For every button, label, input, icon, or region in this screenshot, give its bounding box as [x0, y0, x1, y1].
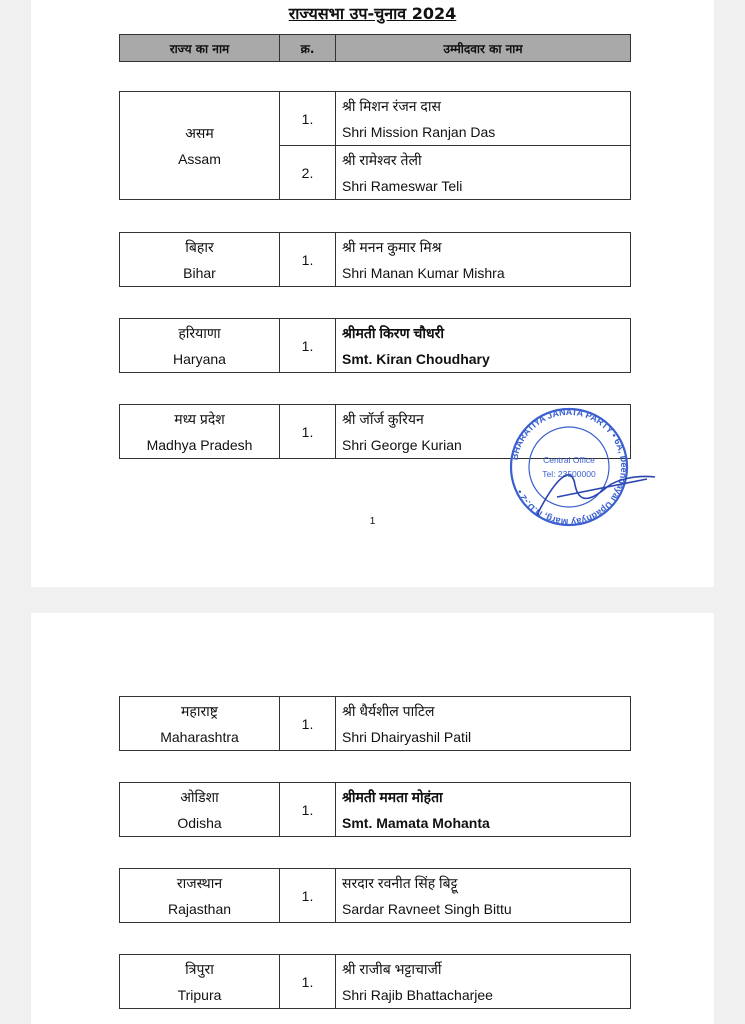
candidate-cell: [336, 869, 631, 923]
page-title: राज्यसभा उप-चुनाव 2024: [288, 4, 457, 23]
seal-outer-text: BHARATIYA JANATA PARTY • 6A, Deendayal Upadhyay Marg, N.D.-2 •: [509, 406, 630, 528]
state-name-cell: [120, 233, 280, 287]
candidate-name-english: Shri George Kurian: [342, 436, 462, 453]
candidate-name-hindi: श्री जॉर्ज कुरियन: [342, 410, 424, 427]
state-name-hindi: असम: [185, 124, 214, 141]
table-header: [119, 34, 631, 62]
candidate-name-english: Shri Dhairyashil Patil: [342, 728, 472, 745]
candidate-cell: [336, 955, 631, 1009]
state-name-english: Haryana: [173, 350, 226, 367]
serial-number: 1.: [280, 869, 336, 923]
state-name-hindi: मध्य प्रदेश: [174, 410, 225, 427]
candidate-cell: [336, 783, 631, 837]
header-candidate-name: उम्मीदवार का नाम: [336, 35, 631, 62]
party-seal-stamp: [497, 405, 657, 530]
serial-number: 1.: [280, 783, 336, 837]
state-group-tripura: [119, 954, 631, 1009]
state-name-hindi: राजस्थान: [176, 874, 223, 891]
state-name-cell: [120, 869, 280, 923]
candidate-name-hindi: श्री मिशन रंजन दास: [342, 97, 441, 114]
state-name-english: Assam: [178, 150, 221, 167]
serial-number: 2.: [280, 146, 336, 200]
candidate-name-english: Shri Rajib Bhattacharjee: [342, 986, 493, 1003]
candidate-name-hindi: श्री धैर्यशील पाटिल: [342, 702, 435, 719]
candidate-name-hindi: श्रीमती किरण चौधरी: [342, 324, 444, 341]
candidate-cell: [336, 233, 631, 287]
serial-number: 1.: [280, 92, 336, 146]
state-group-haryana: [119, 318, 631, 373]
state-name-hindi: महाराष्ट्र: [181, 702, 218, 719]
state-group-maharashtra: [119, 696, 631, 751]
candidate-name-english: Shri Rameswar Teli: [342, 177, 463, 194]
state-name-english: Madhya Pradesh: [146, 436, 253, 453]
state-name-cell: [120, 955, 280, 1009]
candidate-name-hindi: श्री राजीब भट्टाचार्जी: [342, 960, 442, 977]
candidate-name-english: Smt. Mamata Mohanta: [342, 814, 490, 831]
state-name-hindi: त्रिपुरा: [185, 960, 214, 977]
state-name-english: Bihar: [183, 264, 216, 281]
candidate-name-english: Smt. Kiran Choudhary: [342, 350, 490, 367]
document-page-1: [31, 0, 714, 587]
state-name-cell: [120, 697, 280, 751]
page-number: 1: [369, 516, 376, 527]
state-group-rajasthan: [119, 868, 631, 923]
candidate-name-hindi: श्रीमती ममता मोहंता: [342, 788, 443, 805]
state-name-english: Maharashtra: [160, 728, 239, 745]
candidate-name-english: Shri Manan Kumar Mishra: [342, 264, 505, 281]
state-name-cell: [120, 319, 280, 373]
state-name-hindi: ओडिशा: [180, 788, 219, 805]
candidate-name-english: Sardar Ravneet Singh Bittu: [342, 900, 512, 917]
serial-number: 1.: [280, 233, 336, 287]
state-name-cell: [120, 783, 280, 837]
header-state-name: राज्य का नाम: [120, 35, 280, 62]
serial-number: 1.: [280, 955, 336, 1009]
signature-scribble: [537, 475, 655, 515]
state-name-english: Odisha: [177, 814, 222, 831]
candidate-name-hindi: सरदार रवनीत सिंह बिट्टू: [342, 874, 458, 891]
serial-number: 1.: [280, 405, 336, 459]
candidate-name-english: Shri Mission Ranjan Das: [342, 123, 496, 140]
state-group-assam: [119, 91, 631, 200]
state-name-english: Tripura: [177, 986, 222, 1003]
candidate-cell: [336, 92, 631, 146]
state-name-cell: [120, 92, 280, 200]
candidate-name-hindi: श्री रामेश्वर तेली: [342, 151, 422, 168]
candidate-cell: [336, 146, 631, 200]
state-name-english: Rajasthan: [167, 900, 232, 917]
state-name-cell: [120, 405, 280, 459]
header-serial: क्र.: [280, 35, 336, 62]
state-name-hindi: बिहार: [185, 238, 214, 255]
seal-office-text: Central Office: [543, 455, 595, 465]
candidate-name-hindi: श्री मनन कुमार मिश्र: [342, 238, 442, 255]
seal-tel-text: Tel: 23500000: [542, 469, 596, 479]
candidate-cell: [336, 319, 631, 373]
state-group-bihar: [119, 232, 631, 287]
serial-number: 1.: [280, 697, 336, 751]
candidate-cell: [336, 697, 631, 751]
document-page-2: [31, 613, 714, 1024]
state-name-hindi: हरियाणा: [178, 324, 221, 341]
state-group-odisha: [119, 782, 631, 837]
serial-number: 1.: [280, 319, 336, 373]
